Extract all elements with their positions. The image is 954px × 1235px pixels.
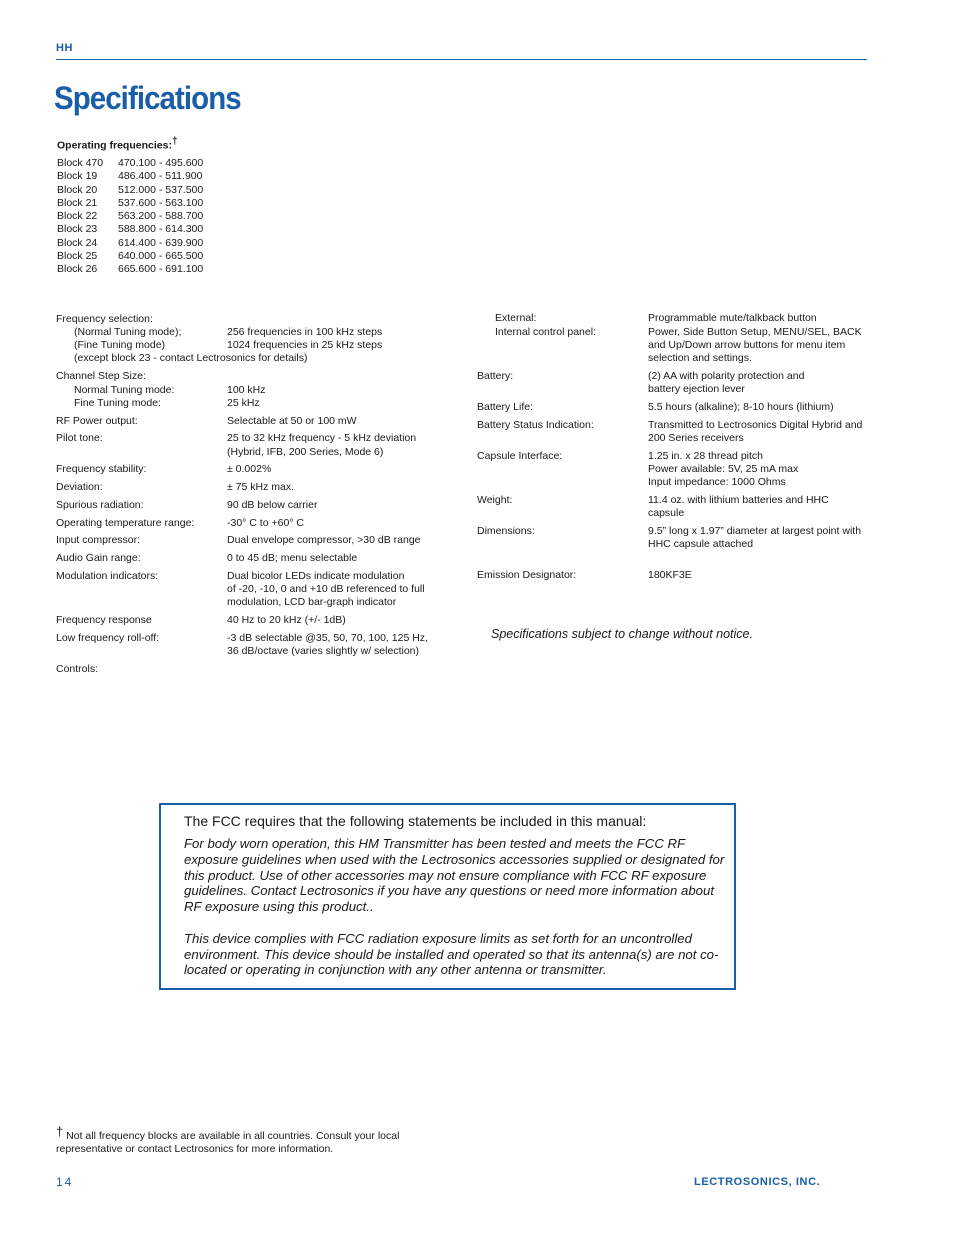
spec-value: ± 75 kHz max.	[227, 481, 295, 493]
spec-value: 100 kHz	[227, 384, 266, 396]
spec-label: Fine Tuning mode:	[74, 397, 161, 409]
list-item: Block 19 486.400 - 511.900	[57, 170, 203, 183]
spec-value: HHC capsule attached	[648, 538, 754, 550]
spec-value: selection and settings.	[648, 352, 752, 364]
dagger-mark: †	[171, 136, 178, 147]
change-notice: Specifications subject to change without notice.	[491, 627, 753, 641]
spec-label: Operating temperature range:	[56, 517, 195, 529]
spec-value: Dual bicolor LEDs indicate modulation	[227, 570, 405, 582]
list-item: Block 22 563.200 - 588.700	[57, 210, 204, 223]
spec-value: 256 frequencies in 100 kHz steps	[227, 326, 383, 338]
list-item: Block 26 665.600 - 691.100	[57, 263, 204, 276]
spec-value: 25 kHz	[227, 397, 260, 409]
spec-label: Deviation:	[56, 481, 103, 493]
spec-value: 1024 frequencies in 25 kHz steps	[227, 339, 383, 351]
frequency-block-list	[57, 157, 203, 277]
footnote: † Not all frequency blocks are available in all countries. Consult your local representative or contact Lectrosonics for more information.	[56, 1124, 400, 1156]
list-item: Block 470 470.100 - 495.600	[57, 157, 204, 169]
spec-label: Pilot tone:	[56, 432, 103, 444]
spec-value: of -20, -10, 0 and +10 dB referenced to full	[227, 583, 425, 595]
spec-label: Internal control panel:	[495, 326, 596, 338]
list-item: Block 21 537.600 - 563.100	[57, 196, 204, 209]
fcc-heading: The FCC requires that the following statements be included in this manual:	[184, 813, 647, 829]
spec-value: and Up/Down arrow buttons for menu item	[648, 339, 846, 351]
spec-value: 5.5 hours (alkaline); 8-10 hours (lithium)	[648, 401, 834, 413]
spec-label: Audio Gain range:	[56, 552, 141, 564]
spec-value: Programmable mute/talkback button	[648, 312, 817, 324]
list-item: Block 20 512.000 - 537.500	[57, 183, 204, 196]
spec-value: 36 dB/octave (varies slightly w/ selection)	[227, 645, 419, 657]
fcc-statements	[184, 836, 732, 978]
spec-label: Capsule Interface:	[477, 450, 563, 462]
spec-value: modulation, LCD bar-graph indicator	[227, 596, 397, 608]
spec-label: Battery Status Indication:	[477, 419, 594, 431]
spec-label: Normal Tuning mode:	[74, 384, 175, 396]
fcc-paragraph: This device complies with FCC radiation exposure limits as set forth for an uncontrolled environment. This device should be installed and operated so that its antenna(s) are not co-located or operating in conjunction with any other antenna or transmitter.	[184, 930, 719, 978]
spec-value: capsule	[648, 507, 685, 519]
spec-label: Weight:	[477, 494, 513, 506]
spec-value: 200 Series receivers	[648, 432, 744, 444]
spec-label: Frequency stability:	[56, 463, 147, 475]
spec-value: 1.25 in. x 28 thread pitch	[648, 450, 763, 462]
spec-value: 40 Hz to 20 kHz (+/- 1dB)	[227, 614, 346, 626]
spec-label: External:	[495, 312, 537, 324]
spec-value: 90 dB below carrier	[227, 499, 318, 511]
spec-value: (2) AA with polarity protection and	[648, 370, 805, 382]
spec-value: Dual envelope compressor, >30 dB range	[227, 534, 421, 546]
spec-value: -3 dB selectable @35, 50, 70, 100, 125 Hz,	[227, 632, 428, 644]
spec-value: Selectable at 50 or 100 mW	[227, 415, 357, 427]
spec-value: -30° C to +60° C	[227, 517, 304, 529]
spec-label: RF Power output:	[56, 415, 138, 427]
spec-value: Input impedance: 1000 Ohms	[648, 476, 786, 488]
spec-label: Dimensions:	[477, 525, 535, 537]
spec-value: (Hybrid, IFB, 200 Series, Mode 6)	[227, 446, 384, 458]
spec-value: 25 to 32 kHz frequency - 5 kHz deviation	[227, 432, 417, 444]
fcc-paragraph: For body worn operation, this HM Transmitter has been tested and meets the FCC RF exposure guidelines when used with the Lectrosonics accessories supplied or designated for this product. Use of other accessories may not ensure compliance with FCC RF exposure guidelines. Contact Lectrosonics if you have any questions or need more information about RF exposure using this product..	[184, 836, 725, 915]
list-item: Block 25 640.000 - 665.500	[57, 250, 204, 263]
spec-label: Low frequency roll-off:	[56, 632, 160, 644]
spec-label: Frequency selection:	[56, 313, 153, 325]
spec-value: 180KF3E	[648, 569, 692, 581]
spec-value: ± 0.002%	[227, 463, 272, 475]
list-item: Block 24 614.400 - 639.900	[57, 236, 204, 249]
spec-label: (Normal Tuning mode);	[74, 326, 182, 338]
spec-label: Battery:	[477, 370, 514, 382]
page-number: 14	[56, 1175, 74, 1189]
header-divider	[56, 59, 867, 60]
spec-note: (except block 23 - contact Lectrosonics for details)	[74, 352, 308, 364]
spec-label: Emission Designator:	[477, 569, 577, 581]
spec-value: battery ejection lever	[648, 383, 745, 395]
spec-label: Controls:	[56, 663, 99, 675]
spec-label: (Fine Tuning mode)	[74, 339, 166, 351]
spec-value: 11.4 oz. with lithium batteries and HHC	[648, 494, 829, 506]
spec-value: Power available: 5V, 25 mA max	[648, 463, 799, 475]
operating-frequencies-label: Operating frequencies:†	[57, 136, 178, 152]
spec-value: 9.5” long x 1.97” diameter at largest point with	[648, 525, 862, 537]
dagger-mark: †	[56, 1124, 64, 1139]
spec-label: Battery Life:	[477, 401, 534, 413]
company-name: LECTROSONICS, INC.	[694, 1176, 821, 1188]
spec-label: Frequency response	[56, 614, 152, 626]
spec-label: Modulation indicators:	[56, 570, 159, 582]
section-tag: HH	[56, 42, 73, 54]
list-item: Block 23 588.800 - 614.300	[57, 223, 204, 236]
spec-label: Channel Step Size:	[56, 370, 146, 382]
page-title: Specifications	[54, 80, 241, 116]
spec-value: 0 to 45 dB; menu selectable	[227, 552, 358, 564]
spec-label: Input compressor:	[56, 534, 141, 546]
spec-value: Power, Side Button Setup, MENU/SEL, BACK	[648, 326, 862, 338]
spec-label: Spurious radiation:	[56, 499, 144, 511]
spec-value: Transmitted to Lectrosonics Digital Hybrid and	[648, 419, 863, 431]
